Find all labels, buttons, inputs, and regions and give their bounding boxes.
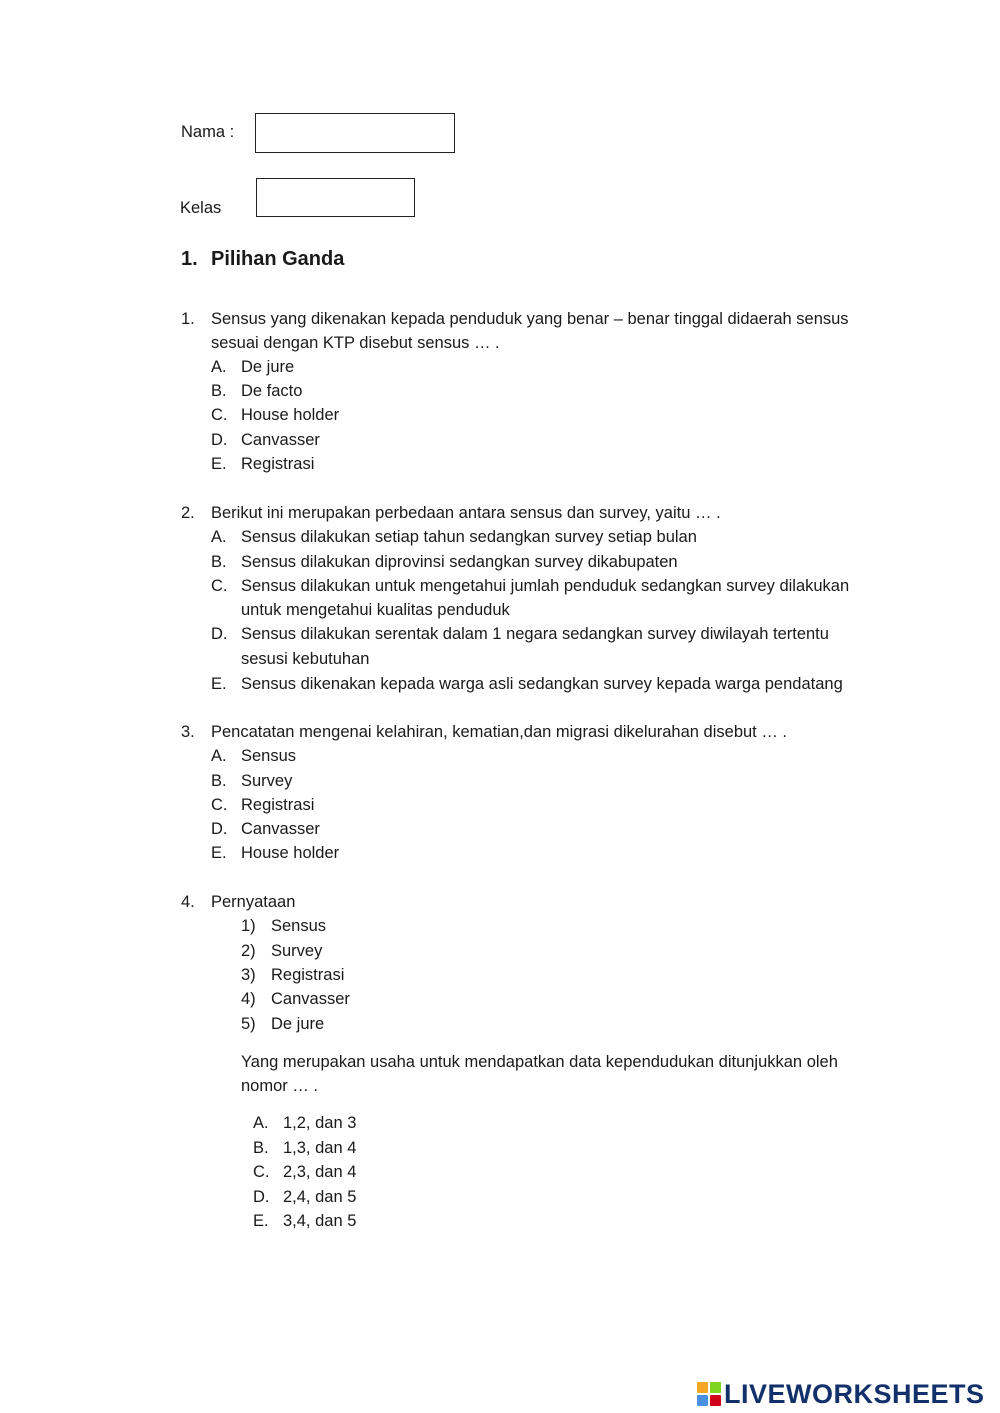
liveworksheets-logo-icon [697, 1382, 721, 1406]
question-number: 1. [181, 310, 195, 328]
question-text-line: Pernyataan [211, 893, 296, 911]
option-text: sesusi kebutuhan [241, 650, 370, 668]
option-text: Sensus [241, 747, 297, 765]
option-letter: C. [211, 796, 228, 814]
option-text: 3,4, dan 5 [283, 1212, 357, 1230]
option-letter: D. [253, 1188, 270, 1206]
statement-text: Canvasser [271, 990, 350, 1008]
option-text: Survey [241, 772, 293, 790]
option-text: Registrasi [241, 455, 315, 473]
option-text: 2,3, dan 4 [283, 1163, 357, 1181]
option-letter: E. [211, 675, 227, 693]
statement-text: De jure [271, 1015, 325, 1033]
statement-number: 3) [241, 966, 256, 984]
option-letter: A. [211, 358, 227, 376]
option-letter: A. [253, 1114, 269, 1132]
option-text: Sensus dilakukan untuk mengetahui jumlah penduduk sedangkan survey dilakukan [241, 577, 850, 595]
option-text: De facto [241, 382, 303, 400]
prompt-line: nomor … . [241, 1077, 319, 1095]
option-letter: D. [211, 625, 228, 643]
option-letter: E. [253, 1212, 269, 1230]
question-number: 2. [181, 504, 195, 522]
statement-number: 5) [241, 1015, 256, 1033]
option-text: House holder [241, 844, 340, 862]
option-text: Sensus dilakukan setiap tahun sedangkan survey setiap bulan [241, 528, 697, 546]
liveworksheets-logo[interactable] [697, 1377, 985, 1411]
option-text: 1,3, dan 4 [283, 1139, 357, 1157]
option-text: untuk mengetahui kualitas penduduk [241, 601, 510, 619]
option-text: Sensus dilakukan diprovinsi sedangkan survey dikabupaten [241, 553, 678, 571]
option-text: 1,2, dan 3 [283, 1114, 357, 1132]
option-letter: B. [211, 772, 227, 790]
question-text-line: Sensus yang dikenakan kepada penduduk yang benar – benar tinggal didaerah sensus [211, 310, 849, 328]
option-text: Canvasser [241, 431, 320, 449]
option-letter: D. [211, 431, 228, 449]
statement-number: 2) [241, 942, 256, 960]
option-letter: A. [211, 747, 227, 765]
option-text: House holder [241, 406, 340, 424]
kelas-input[interactable] [256, 178, 415, 217]
question-text-line: sesuai dengan KTP disebut sensus … . [211, 334, 500, 352]
option-letter: B. [211, 553, 227, 571]
statement-text: Registrasi [271, 966, 345, 984]
question-text-line: Pencatatan mengenai kelahiran, kematian,dan migrasi dikelurahan disebut … . [211, 723, 788, 741]
prompt-line: Yang merupakan usaha untuk mendapatkan data kependudukan ditunjukkan oleh [241, 1053, 838, 1071]
nama-input[interactable] [255, 113, 455, 153]
nama-label: Nama : [181, 123, 235, 141]
question-text-line: Berikut ini merupakan perbedaan antara sensus dan survey, yaitu … . [211, 504, 721, 522]
option-text: Sensus dilakukan serentak dalam 1 negara sedangkan survey diwilayah tertentu [241, 625, 829, 643]
option-letter: A. [211, 528, 227, 546]
option-letter: C. [211, 577, 228, 595]
statement-number: 4) [241, 990, 256, 1008]
option-letter: C. [211, 406, 228, 424]
question-number: 4. [181, 893, 195, 911]
statement-number: 1) [241, 917, 256, 935]
question-number: 3. [181, 723, 195, 741]
section-title: Pilihan Ganda [211, 248, 345, 270]
option-text: Canvasser [241, 820, 320, 838]
liveworksheets-logo-text: LIVEWORKSHEETS [724, 1378, 985, 1409]
option-letter: E. [211, 844, 227, 862]
section-number: 1. [181, 248, 198, 270]
option-letter: B. [253, 1139, 269, 1157]
option-letter: C. [253, 1163, 270, 1181]
statement-text: Survey [271, 942, 323, 960]
option-text: De jure [241, 358, 295, 376]
option-letter: B. [211, 382, 227, 400]
option-text: Registrasi [241, 796, 315, 814]
option-text: Sensus dikenakan kepada warga asli sedangkan survey kepada warga pendatang [241, 675, 843, 693]
option-letter: E. [211, 455, 227, 473]
option-text: 2,4, dan 5 [283, 1188, 357, 1206]
statement-text: Sensus [271, 917, 327, 935]
kelas-label: Kelas [180, 199, 222, 217]
option-letter: D. [211, 820, 228, 838]
